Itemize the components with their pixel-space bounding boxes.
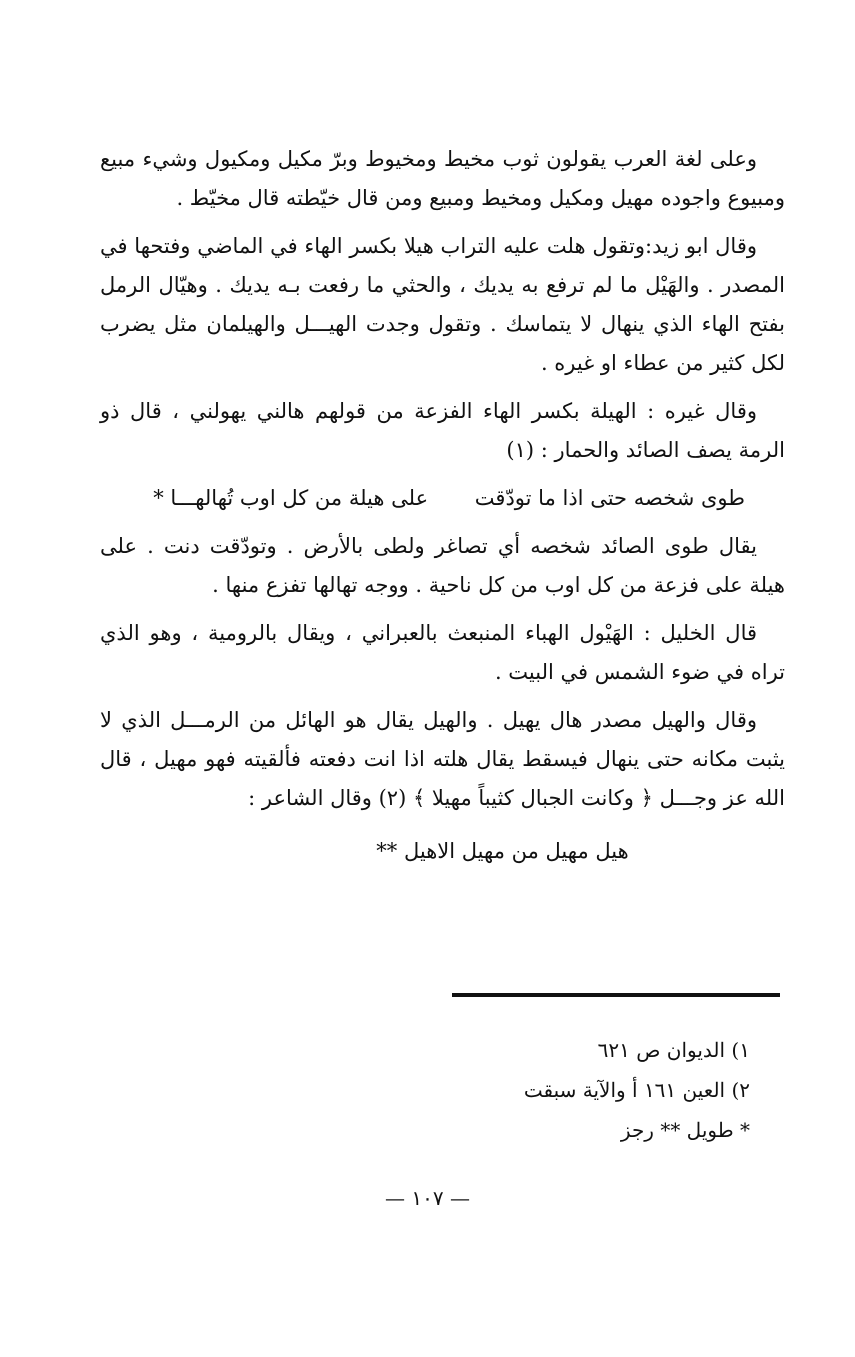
footnote-separator	[452, 993, 780, 997]
footnotes	[400, 1030, 750, 1150]
footnote: ٢) العين ١٦١ أ والآية سبقت	[523, 1078, 750, 1102]
footnote: ١) الديوان ص ٦٢١	[597, 1038, 750, 1062]
verse-line-2: هيل مهيل من مهيل الاهيل **	[376, 839, 629, 863]
verse-hemistich-1: طوى شخصه حتى اذا ما تودّقت	[474, 486, 745, 510]
paragraph: قال الخليل : الهَيْول الهباء المنبعث بالعبراني ، ويقال بالرومية ، وهو الذي تراه في ضوء الشمس في البيت .	[100, 621, 785, 684]
verse-line	[100, 479, 785, 518]
paragraph: وقال والهيل مصدر هال يهيل . والهيل يقال هو الهائل من الرمـــل الذي لا يثبت مكانه حتى ينهال فيسقط يقال هلته اذا انت دفعته فألقيته فهو مهيل ، قال الله عز وجـــل ﴿ وكانت الجبال كثيباً مهيلا ﴾ (٢) وقال الشاعر :	[100, 708, 785, 810]
page-number: — ١٠٧ —	[385, 1186, 470, 1210]
paragraph: يقال طوى الصائد شخصه أي تصاغر ولطى بالأرض . وتودّقت دنت . على هيلة على فزعة من كل اوب من كل ناحية . ووجه تهالها تفزع منها .	[100, 534, 785, 597]
footnote: * طويل ** رجز	[620, 1118, 750, 1142]
verse-hemistich-2: على هيلة من كل اوب تُهالهـــا *	[153, 486, 429, 510]
main-text	[100, 140, 785, 871]
paragraph: وقال ابو زيد:وتقول هلت عليه التراب هيلا بكسر الهاء في الماضي وفتحها في المصدر . والهَيْل ما لم ترفع به يديك ، والحثي ما رفعت بـه يديك . وهيّال الرمل بفتح الهاء الذي ينهال لا يتماسك . وتقول وجدت الهيـــل والهيلمان مثل يضرب لكل كثير من عطاء او غيره .	[100, 234, 785, 375]
paragraph: وقال غيره : الهيلة بكسر الهاء الفزعة من قولهم هالني يهولني ، قال ذو الرمة يصف الصائد والحمار : (١)	[100, 399, 785, 462]
paragraph: وعلى لغة العرب يقولون ثوب مخيط ومخيوط وبرّ مكيل ومكيول وشيء مبيع ومبيوع واجوده مهيل ومكيل ومخيط ومبيع ومن قال خيّطته قال مخيّط .	[100, 147, 785, 210]
